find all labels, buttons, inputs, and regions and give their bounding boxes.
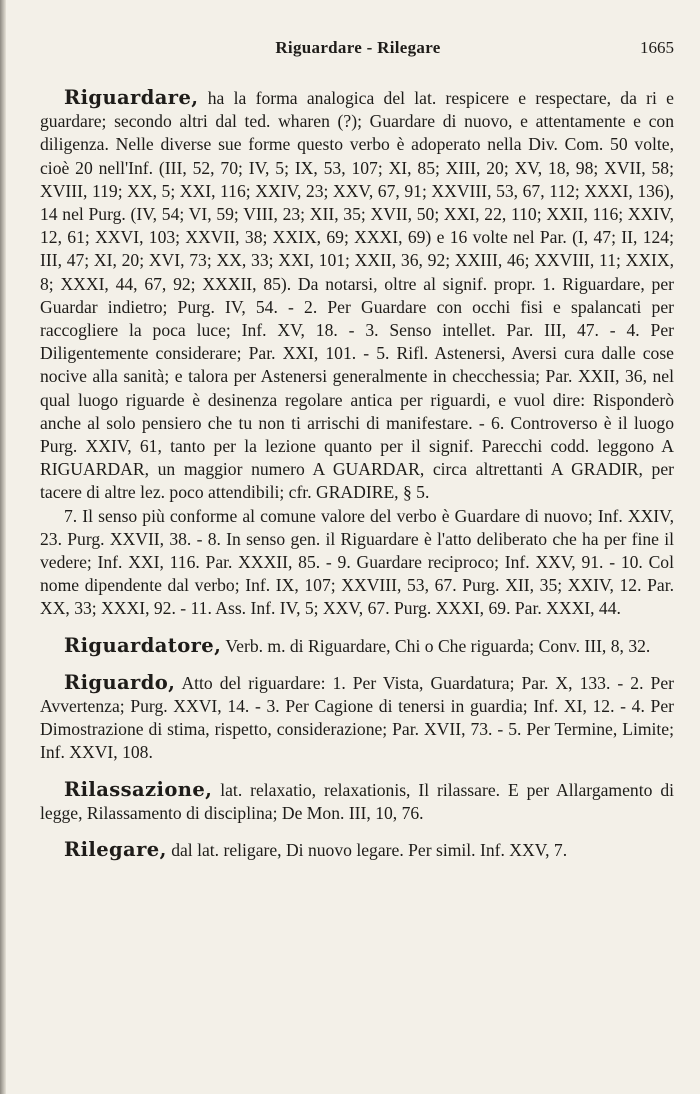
entry-paragraph (40, 505, 674, 621)
entry-headword: Riguardatore, (64, 633, 222, 657)
entry-rilegare (40, 838, 674, 862)
entry-headword: Rilegare, (64, 838, 167, 862)
running-head: Riguardare - Rilegare (275, 38, 441, 57)
entry-text: lat. relaxatio, relaxationis, Il rilassare. E per Allargamento di legge, Rilassamento di disciplina; De Mon. III, 10, 76. (40, 779, 675, 823)
entry-text: dal lat. religare, Di nuovo legare. Per simil. Inf. XXV, 7. (171, 840, 568, 861)
entry-paragraph (40, 86, 674, 505)
entry-text: Verb. m. di Riguardare, Chi o Che riguarda; Conv. III, 8, 32. (225, 635, 651, 656)
entry-text: ha la forma analogica del lat. respicere e respectare, da ri e guardare; secondo altri dal ted. wharen (?); Guardare di nuovo, e attentamente e con diligenza. Nelle diverse sue forme questo verbo è adoperato nella Div. Com. 50 volte, cioè 20 nell'Inf. (III, 52, 70; IV, 5; IX, 53, 107; XI, 85; XIII, 20; XV, 18, 98; XVII, 58; XVIII, 119; XX, 5; XXI, 116; XXIV, 23; XXV, 67, 91; XXVIII, 53, 67, 112; XXXI, 136), 14 nel Purg. (IV, 54; VI, 59; VIII, 23; XII, 35; XVII, 50; XXI, 22, 110; XXII, 116; XXIV, 12, 61; XXVI, 103; XXVII, 38; XXIX, 69; XXXI, 69) e 16 volte nel Par. (I, 47; II, 124; III, 47; XI, 20; XVI, 73; XX, 33; XXI, 101; XXII, 36, 92; XXIII, 46; XXVIII, 11; XXIX, 8; XXXI, 44, 67, 92; XXXII, 85). Da notarsi, oltre al signif. propr. 1. Riguardare, per Guardar indietro; Purg. IV, 54. - 2. Per Guardare con occhi fisi e spalancati per raccogliere la poca luce; Inf. XV, 18. - 3. Senso intellet. Par. III, 47. - 4. Per Diligentemente considerare; Par. XXI, 101. - 5. Rifl. Astenersi, Aversi cura dalle cose nocive alla sanità; e talora per Astenersi generalmente in checchessia; Par. XXII, 36, nel qual luogo riguarde è desinenza regolare antica per riguardi, e vuol dire: Risponderò anche al solo pensiero che tu non ti arrischi di manifestare. - 6. Controverso è il luogo Purg. XXIV, 61, tanto per la lezione quanto per il signif. Parecchi codd. leggono A RIGUARDAR, un maggior numero A GUARDAR, circa altrettanti A GRADIR, per tacere di altre lez. poco attendibili; cfr. GRADIRE, § 5. (40, 88, 674, 503)
page-number: 1665 (640, 38, 674, 57)
entry-text: 7. Il senso più conforme al comune valore del verbo è Guardare di nuovo; Inf. XXIV, 23. Purg. XXVII, 38. - 8. In senso gen. il Riguardare è l'atto deliberato che ha per fine il vedere; Inf. XXI, 116. Par. XXXII, 85. - 9. Guardare reciproco; Inf. XXV, 91. - 10. Col nome dipendente dal verbo; Inf. IX, 107; XXVIII, 53, 67. Purg. XII, 35; XXIV, 12. Par. XX, 33; XXXI, 92. - 11. Ass. Inf. IV, 5; XXV, 67. Purg. XXXI, 69. Par. XXXI, 44. (40, 505, 674, 619)
entry-riguardo (40, 671, 674, 765)
entry-riguardare (40, 86, 674, 621)
entry-rilassazione (40, 778, 674, 825)
entry-text: Atto del riguardare: 1. Per Vista, Guardatura; Par. X, 133. - 2. Per Avvertenza; Purg. XXVI, 14. - 3. Per Cagione di tenersi in guardia; Inf. XI, 12. - 4. Per Dimostrazione di stima, rispetto, considerazione; Par. XVII, 73. - 5. Per Termine, Limite; Inf. XXVI, 108. (40, 672, 674, 763)
entry-headword: Riguardare, (64, 86, 199, 109)
dictionary-body (40, 86, 674, 875)
page-header (42, 38, 674, 66)
entry-riguardatore (40, 634, 674, 658)
page-binding-edge (0, 0, 6, 1094)
entry-headword: Riguardo, (64, 670, 176, 694)
entry-headword: Rilassazione, (64, 777, 213, 801)
